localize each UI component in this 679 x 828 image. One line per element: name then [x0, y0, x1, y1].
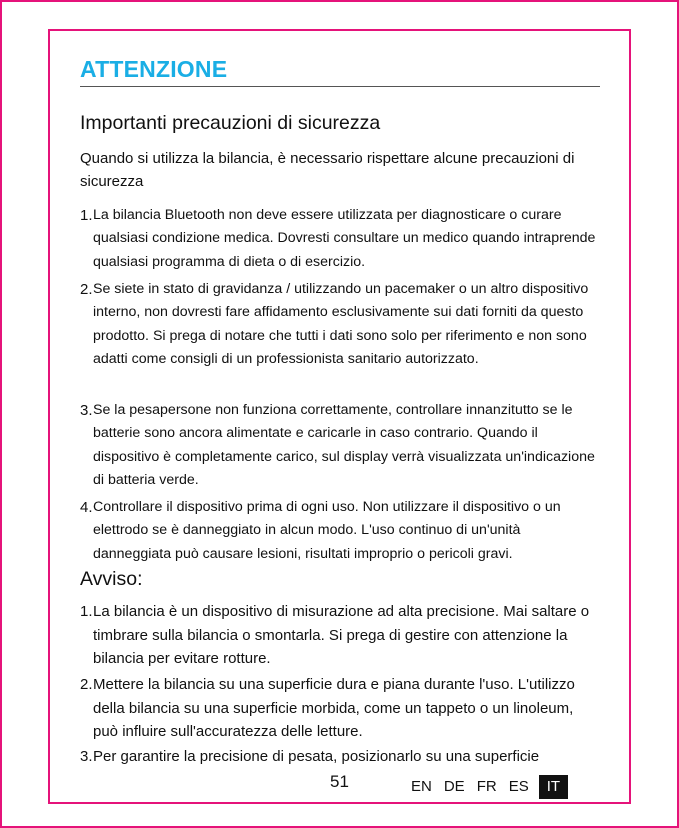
page-number: 51	[330, 772, 349, 791]
title-divider	[80, 86, 600, 87]
language-tab-fr[interactable]: FR	[476, 778, 497, 795]
item-number: 2.	[80, 676, 93, 693]
item-number: 4.	[80, 499, 93, 516]
item-number: 1.	[80, 207, 93, 224]
item-text: Mettere la bilancia su una superficie dura e piana durante l'uso. L'utilizzo della bilancia su una superficie morbida, come un tappeto o un linoleum, può influire sull'accuratezza delle letture.	[93, 676, 575, 740]
item-text: Se siete in stato di gravidanza / utilizzando un pacemaker o un altro dispositivo interno, non dovresti fare affidamento esclusivamente sui dati forniti da questo prodotto. Si prega di notare che tutti i dati sono solo per riferimento e non sono adatti come consigli di un professionista sanitario autorizzato.	[93, 281, 589, 367]
precaution-item	[80, 399, 602, 492]
page-title: ATTENZIONE	[80, 56, 228, 82]
language-tab-es[interactable]: ES	[508, 778, 529, 795]
notice-heading: Avviso:	[80, 568, 143, 590]
item-number: 2.	[80, 281, 93, 298]
precaution-item	[80, 278, 602, 371]
item-number: 3.	[80, 402, 93, 419]
item-text: La bilancia è un dispositivo di misurazione ad alta precisione. Mai saltare o timbrare sulla bilancia o smontarla. Si prega di gestire con attenzione la bilancia per evitare rotture.	[93, 603, 590, 667]
precaution-item	[80, 496, 602, 566]
precaution-item	[80, 204, 602, 274]
item-number: 3.	[80, 748, 93, 765]
notice-item	[80, 745, 602, 769]
notice-item	[80, 600, 602, 671]
item-text: Se la pesapersone non funziona correttamente, controllare innanzitutto se le batterie sono ancora alimentate e caricarle in caso contrario. Quando il dispositivo è completamente carico, sul display verrà visualizzata un'indicazione di batteria verde.	[93, 402, 595, 488]
language-tab-it[interactable]: IT	[539, 775, 568, 799]
language-tabs	[405, 775, 568, 799]
notice-item	[80, 673, 602, 744]
item-number: 1.	[80, 603, 93, 620]
item-text: La bilancia Bluetooth non deve essere utilizzata per diagnosticare o curare qualsiasi condizione medica. Dovresti consultare un medico quando intraprende qualsiasi programma di dieta o di esercizio.	[93, 207, 596, 270]
language-tab-de[interactable]: DE	[443, 778, 465, 795]
language-tab-en[interactable]: EN	[411, 778, 432, 795]
section-heading: Importanti precauzioni di sicurezza	[80, 112, 381, 134]
intro-paragraph: Quando si utilizza la bilancia, è necessario rispettare alcune precauzioni di sicurezza	[80, 150, 575, 190]
item-text: Per garantire la precisione di pesata, posizionarlo su una superficie	[93, 748, 540, 765]
item-text: Controllare il dispositivo prima di ogni uso. Non utilizzare il dispositivo o un elettrodo se è danneggiato in alcun modo. L'uso continuo di un'unità danneggiata può causare lesioni, risultati improprio o pericoli gravi.	[93, 499, 561, 562]
